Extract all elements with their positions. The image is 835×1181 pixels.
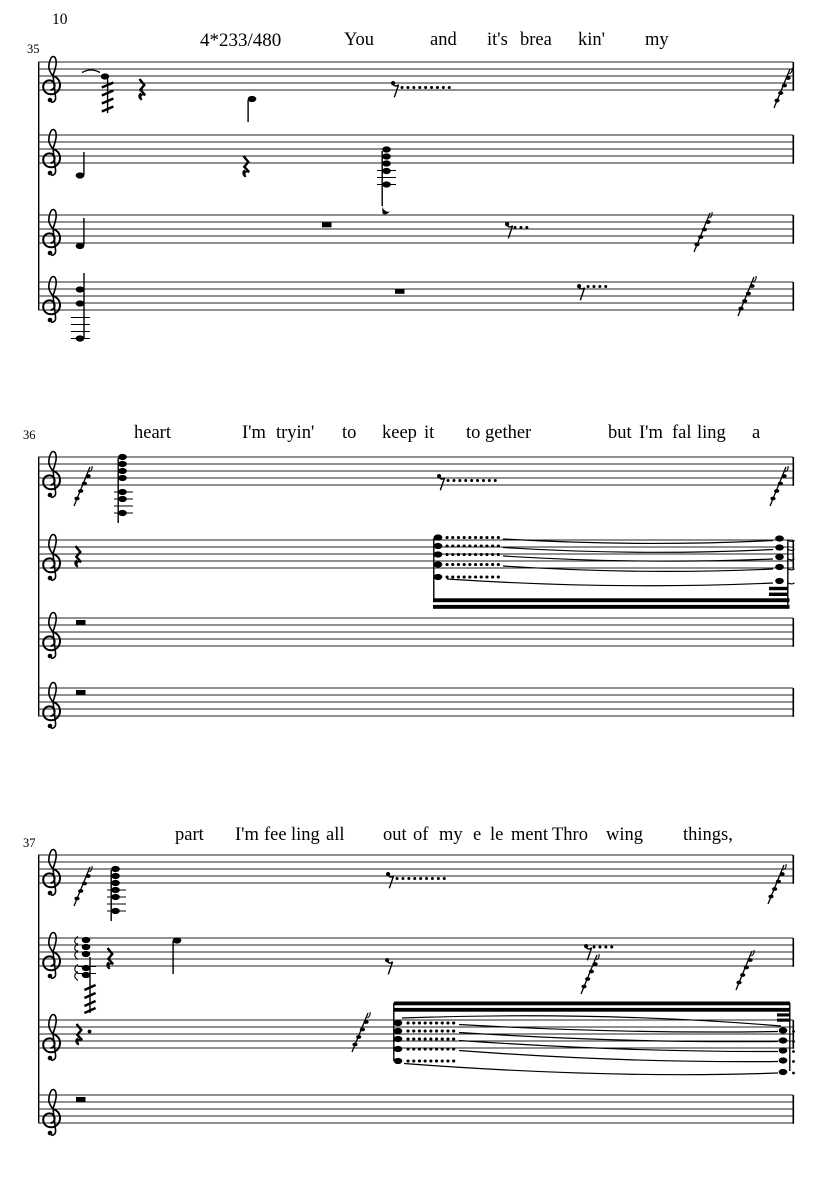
treble-clef-icon — [43, 850, 60, 896]
quarter-note — [173, 937, 182, 974]
lyric-syllable: e — [473, 825, 482, 845]
tremolo-grace-icon — [694, 212, 712, 252]
tremolo-grace-icon — [736, 950, 754, 990]
lyric-syllable: gether — [485, 423, 532, 443]
lyric-syllable: part — [175, 825, 204, 845]
staff-lines — [38, 618, 793, 646]
whole-rest-icon — [322, 223, 332, 228]
lyric-syllable: to — [342, 423, 357, 443]
staff-lines — [38, 62, 793, 90]
whole-rest-icon — [76, 1097, 86, 1102]
final-barline — [793, 282, 795, 311]
quarter-rest-icon — [139, 79, 145, 100]
treble-clef-icon — [43, 1090, 60, 1136]
page-number: 10 — [52, 11, 68, 28]
system-barline — [38, 62, 39, 311]
lyric-syllable: You — [344, 30, 375, 50]
final-barline — [793, 1095, 795, 1124]
tremolo-roll-chord — [433, 534, 795, 608]
chord-cluster — [107, 866, 126, 921]
lyric-syllable: it — [424, 423, 435, 443]
staff — [38, 452, 794, 524]
final-barline — [793, 618, 795, 647]
tremolo-grace-icon — [770, 466, 788, 506]
final-barline — [793, 135, 795, 164]
staff — [38, 1090, 794, 1136]
tempo-marking: 4*233/480 — [200, 30, 282, 51]
staff — [38, 273, 794, 342]
lyric-syllable: keep — [382, 423, 417, 443]
treble-clef-icon — [43, 452, 60, 498]
lyric-syllable: I'm — [242, 423, 266, 443]
staff-lines — [38, 540, 793, 568]
final-barline — [793, 938, 795, 967]
tremolo-grace-icon — [352, 1012, 370, 1052]
lyric-syllable: ling — [697, 423, 726, 443]
eighth-rest-dotted — [437, 474, 501, 490]
whole-rest-icon — [76, 690, 86, 695]
staff — [38, 850, 794, 922]
lyric-syllable: but — [608, 423, 632, 443]
final-barline — [793, 1020, 795, 1049]
lyric-syllable: it's — [487, 30, 508, 50]
roll-dotted-lines — [447, 538, 500, 578]
lyric-syllable: brea — [520, 30, 552, 50]
lyric-syllable: le — [490, 825, 504, 845]
treble-clef-icon — [43, 277, 60, 323]
staff-lines — [38, 688, 793, 716]
lyric-syllable: I'm — [235, 825, 259, 845]
final-barline — [793, 688, 795, 717]
lyric-syllable: fee — [264, 825, 287, 845]
lyric-syllable: and — [430, 30, 457, 50]
chord-eighth — [377, 146, 396, 214]
ties — [447, 539, 773, 586]
staff-lines — [38, 215, 793, 243]
staff — [38, 57, 794, 123]
lyric-syllable: I'm — [639, 423, 663, 443]
staff — [38, 130, 794, 215]
tremolo-roll-chord — [394, 1002, 795, 1076]
lyric-syllable: kin' — [578, 30, 605, 50]
staff-lines — [38, 135, 793, 163]
eighth-rest-dotted — [577, 284, 607, 300]
lyric-syllable: ling — [291, 825, 320, 845]
measure-number: 35 — [27, 42, 40, 56]
quarter-rest-icon — [75, 546, 81, 567]
treble-clef-icon — [43, 210, 60, 256]
final-barline — [793, 215, 795, 244]
staff-lines — [38, 282, 793, 310]
tremolo-grace-icon — [774, 68, 792, 108]
lyric-syllable: all — [326, 825, 345, 845]
lyric-syllable: to — [466, 423, 481, 443]
chord-quarter — [71, 273, 90, 342]
staff — [38, 933, 794, 1014]
tremolo-grace-icon — [74, 466, 92, 506]
tremolo-grace-icon — [768, 864, 786, 904]
staff-lines — [38, 938, 793, 966]
tremolo-grace-icon — [74, 866, 92, 906]
treble-clef-icon — [43, 1015, 60, 1061]
whole-rest-icon — [76, 620, 86, 625]
system-measure-36 — [38, 452, 795, 729]
roll-dotted-lines — [408, 1023, 456, 1061]
staff-lines — [38, 1095, 793, 1123]
lyric-syllable: out — [383, 825, 407, 845]
lyric-syllable: tryin' — [276, 423, 315, 443]
tremolo-note — [101, 73, 114, 113]
final-barline — [793, 62, 795, 91]
ties — [402, 1016, 781, 1075]
quarter-note — [248, 96, 257, 122]
treble-clef-icon — [43, 57, 60, 103]
lyric-syllable: ment — [511, 825, 548, 845]
lyric-syllable: Thro — [552, 825, 588, 845]
lyric-syllable: my — [645, 30, 669, 50]
measure-number: 36 — [23, 428, 36, 442]
staff — [38, 1002, 795, 1076]
treble-clef-icon — [43, 535, 60, 581]
lyric-syllable: things, — [683, 825, 733, 845]
lyric-syllable: fal — [672, 423, 692, 443]
lyric-syllable: a — [752, 423, 761, 443]
system-measure-35 — [38, 57, 794, 342]
staff — [38, 613, 794, 659]
final-barline — [793, 457, 795, 486]
treble-clef-icon — [43, 130, 60, 176]
staff-lines — [38, 457, 793, 485]
final-barline — [793, 855, 795, 884]
quarter-note — [76, 218, 85, 249]
staff-lines — [38, 1020, 793, 1048]
treble-clef-icon — [43, 933, 60, 979]
measure-number: 37 — [23, 836, 36, 850]
tie — [82, 70, 100, 73]
quarter-rest-icon — [243, 156, 249, 177]
treble-clef-icon — [43, 613, 60, 659]
system-barline — [38, 855, 39, 1124]
whole-rest-icon — [395, 289, 405, 294]
system-barline — [38, 457, 39, 717]
staff — [38, 534, 795, 608]
lyric-syllable: wing — [606, 825, 643, 845]
lyric-syllable: of — [413, 825, 429, 845]
lyric-syllable: my — [439, 825, 463, 845]
treble-clef-icon — [43, 683, 60, 729]
lyric-syllable: heart — [134, 423, 171, 443]
eighth-rest-dotted — [386, 872, 445, 888]
final-barline — [793, 540, 795, 569]
tremolo-chord — [75, 937, 96, 1014]
staff — [38, 683, 794, 729]
system-measure-37 — [38, 850, 795, 1136]
staff — [38, 210, 794, 256]
